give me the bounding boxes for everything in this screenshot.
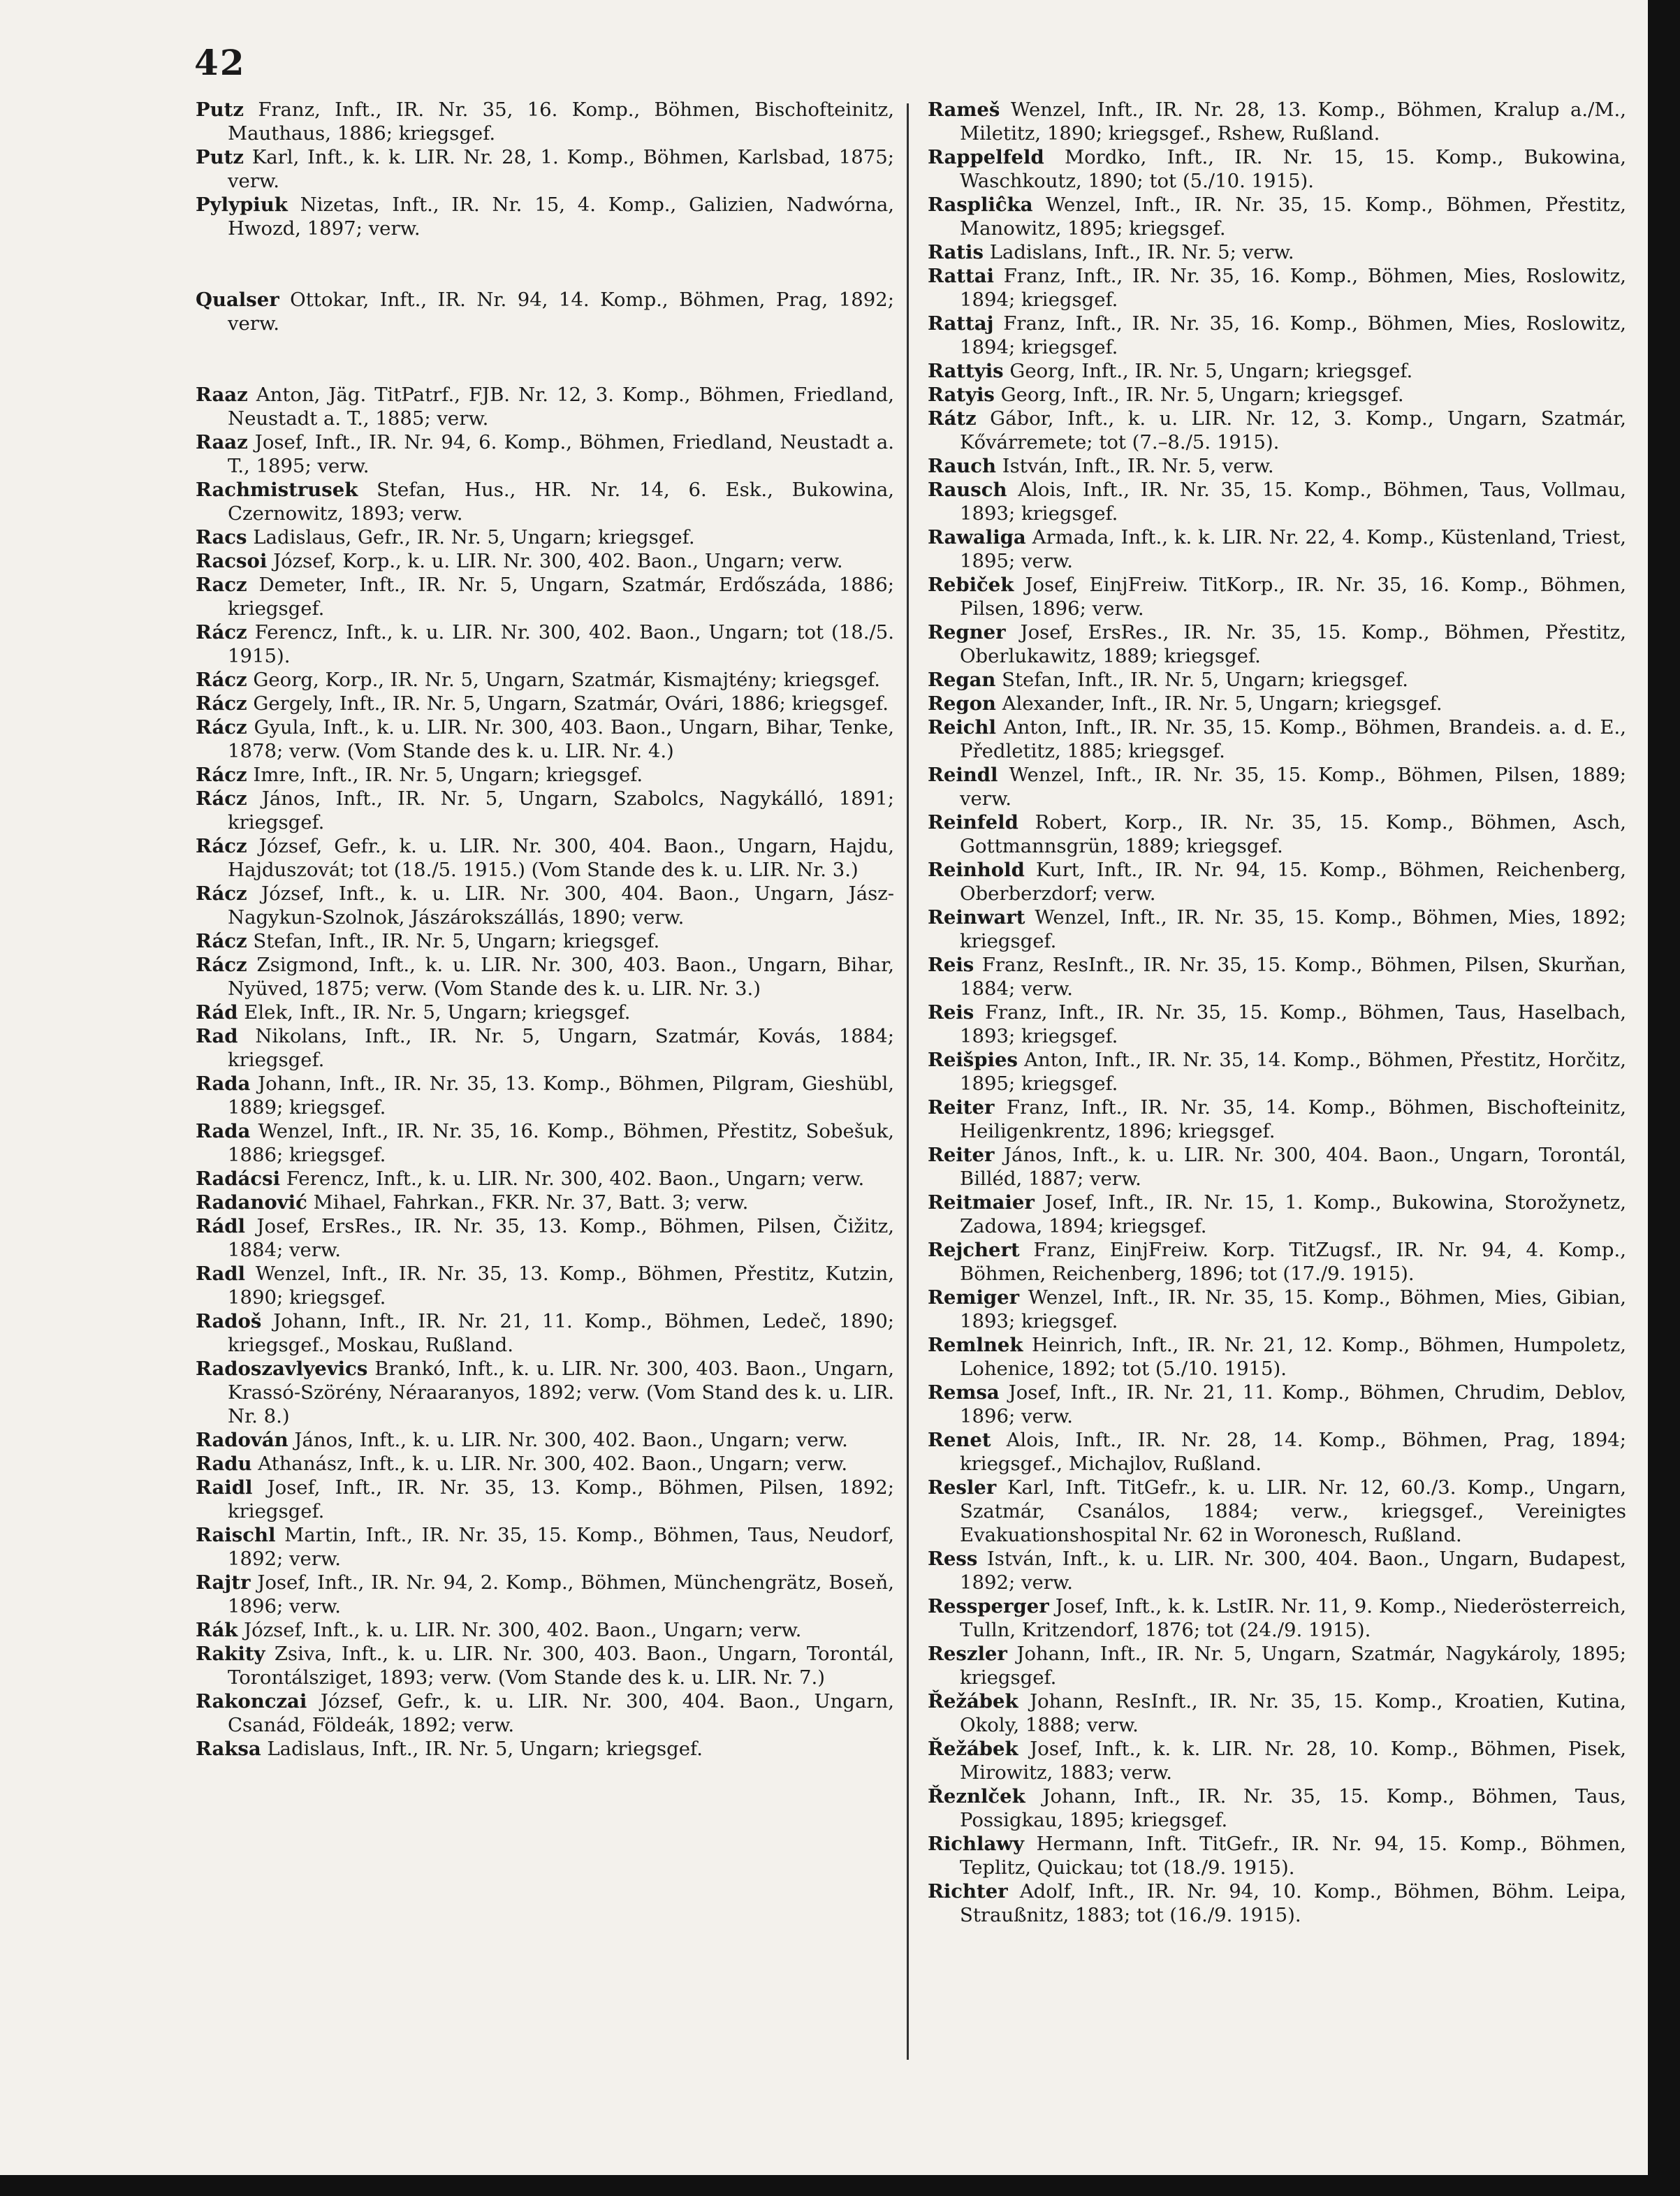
- list-item: [196, 763, 894, 787]
- entry-surname: Rád: [196, 1001, 238, 1024]
- list-item: [928, 858, 1626, 906]
- entry-surname: Rad: [196, 1025, 238, 1047]
- entry-details: Franz, Inft., IR. Nr. 35, 16. Komp., Böhmen, Mies, Roslowitz, 1894; kriegsgef.: [960, 312, 1626, 358]
- list-item: [928, 193, 1626, 240]
- list-item: [196, 383, 894, 430]
- list-item: [196, 1262, 894, 1309]
- entry-surname: Raidl: [196, 1476, 253, 1499]
- list-item: [928, 1642, 1626, 1689]
- entry-details: Brankó, Inft., k. u. LIR. Nr. 300, 403. Baon., Ungarn, Krassó-Szörény, Néraaranyos, 1892; verw. (Vom Stand des k. u. LIR. Nr. 8.): [228, 1358, 894, 1427]
- entry-details: Mordko, Inft., IR. Nr. 15, 15. Komp., Bukowina, Waschkoutz, 1890; tot (5./10. 1915).: [960, 146, 1626, 192]
- entry-details: Gyula, Inft., k. u. LIR. Nr. 300, 403. Baon., Ungarn, Bihar, Tenke, 1878; verw. (Vom Stande des k. u. LIR. Nr. 4.): [228, 716, 894, 762]
- entry-surname: Radl: [196, 1263, 245, 1285]
- entry-surname: Rák: [196, 1619, 238, 1641]
- entry-surname: Rácz: [196, 882, 247, 905]
- entry-details: Hermann, Inft. TitGefr., IR. Nr. 94, 15. Komp., Böhmen, Teplitz, Quickau; tot (18./9. 1915).: [960, 1833, 1626, 1879]
- entry-details: Gábor, Inft., k. u. LIR. Nr. 12, 3. Komp., Ungarn, Szatmár, Kővárremete; tot (7.–8./5. 1915).: [960, 407, 1626, 453]
- entry-surname: Reitmaier: [928, 1191, 1035, 1214]
- list-item: [928, 1381, 1626, 1428]
- list-item: [928, 573, 1626, 620]
- entry-details: Ladislans, Inft., IR. Nr. 5; verw.: [989, 241, 1294, 263]
- entry-surname: Pylypiuk: [196, 194, 288, 216]
- entry-details: Ottokar, Inft., IR. Nr. 94, 14. Komp., Böhmen, Prag, 1892; verw.: [228, 289, 894, 335]
- entry-surname: Radácsi: [196, 1168, 281, 1190]
- entry-details: Josef, Inft., IR. Nr. 94, 2. Komp., Böhmen, Münchengrätz, Boseň, 1896; verw.: [228, 1571, 895, 1617]
- entry-details: Josef, Inft., IR. Nr. 15, 1. Komp., Bukowina, Storožynetz, Zadowa, 1894; kriegsgef.: [960, 1191, 1626, 1237]
- list-item: [928, 1143, 1626, 1191]
- list-item: [196, 1642, 894, 1689]
- list-item: [928, 810, 1626, 858]
- list-item: [928, 1048, 1626, 1096]
- entry-surname: Řežábek: [928, 1690, 1018, 1713]
- list-item: [196, 953, 894, 1001]
- entry-details: Franz, Inft., IR. Nr. 35, 16. Komp., Böhmen, Mies, Roslowitz, 1894; kriegsgef.: [960, 265, 1626, 311]
- section-gap: [196, 335, 894, 383]
- entry-surname: Resler: [928, 1476, 997, 1499]
- entry-surname: Rada: [196, 1120, 251, 1142]
- entry-details: Nikolans, Inft., IR. Nr. 5, Ungarn, Szatmár, Kovás, 1884; kriegsgef.: [228, 1025, 894, 1071]
- entry-details: Johann, Inft., IR. Nr. 5, Ungarn, Szatmár, Nagykároly, 1895; kriegsgef.: [960, 1643, 1626, 1689]
- entry-surname: Raaz: [196, 431, 248, 453]
- list-item: [196, 692, 894, 715]
- entry-details: Wenzel, Inft., IR. Nr. 35, 13. Komp., Böhmen, Přestitz, Kutzin, 1890; kriegsgef.: [228, 1263, 894, 1309]
- entry-details: István, Inft., k. u. LIR. Nr. 300, 404. Baon., Ungarn, Budapest, 1892; verw.: [960, 1548, 1626, 1594]
- entry-surname: Rácz: [196, 954, 247, 976]
- entry-surname: Richlawy: [928, 1833, 1024, 1855]
- list-item: [928, 715, 1626, 763]
- list-item: [928, 312, 1626, 359]
- list-item: [928, 525, 1626, 573]
- entry-surname: Reszler: [928, 1643, 1007, 1665]
- entry-surname: Regan: [928, 669, 996, 691]
- list-item: [196, 1689, 894, 1737]
- entry-details: Alexander, Inft., IR. Nr. 5, Ungarn; kriegsgef.: [1002, 692, 1442, 715]
- entry-surname: Radován: [196, 1429, 288, 1451]
- list-item: [928, 359, 1626, 383]
- list-item: [928, 1476, 1626, 1547]
- list-item: [928, 1238, 1626, 1286]
- entry-details: Josef, EinjFreiw. TitKorp., IR. Nr. 35, 16. Komp., Böhmen, Pilsen, 1896; verw.: [960, 574, 1626, 620]
- entry-surname: Rattaj: [928, 312, 994, 335]
- entry-surname: Ress: [928, 1548, 978, 1570]
- list-item: [928, 1832, 1626, 1879]
- list-item: [196, 145, 894, 193]
- entry-details: Armada, Inft., k. k. LIR. Nr. 22, 4. Komp., Küstenland, Triest, 1895; verw.: [960, 526, 1626, 572]
- entry-surname: Racsoi: [196, 550, 268, 572]
- entry-details: Georg, Korp., IR. Nr. 5, Ungarn, Szatmár, Kismajtény; kriegsgef.: [253, 669, 881, 691]
- entry-surname: Rátz: [928, 407, 977, 430]
- list-item: [928, 478, 1626, 525]
- list-item: [928, 763, 1626, 810]
- entry-details: Josef, Inft., IR. Nr. 94, 6. Komp., Böhmen, Friedland, Neustadt a. T., 1895; verw.: [228, 431, 894, 477]
- entry-surname: Rácz: [196, 621, 247, 643]
- entry-details: János, Inft., k. u. LIR. Nr. 300, 402. Baon., Ungarn; verw.: [294, 1429, 848, 1451]
- entry-details: Zsigmond, Inft., k. u. LIR. Nr. 300, 403. Baon., Ungarn, Bihar, Nyüved, 1875; verw. (Vom Stande des k. u. LIR. Nr. 3.): [228, 954, 894, 1000]
- entry-details: Johann, Inft., IR. Nr. 21, 11. Komp., Böhmen, Ledeč, 1890; kriegsgef., Moskau, Rußland.: [228, 1310, 894, 1356]
- list-item: [928, 906, 1626, 953]
- list-item: [196, 525, 894, 549]
- entry-details: Robert, Korp., IR. Nr. 35, 15. Komp., Böhmen, Asch, Gottmannsgrün, 1889; kriegsgef.: [960, 811, 1626, 857]
- entry-surname: Rameš: [928, 99, 1000, 121]
- entry-surname: Rawaliga: [928, 526, 1026, 548]
- entry-details: Johann, Inft., IR. Nr. 35, 15. Komp., Böhmen, Taus, Possigkau, 1895; kriegsgef.: [960, 1785, 1627, 1831]
- entry-surname: Rauch: [928, 455, 997, 477]
- entry-surname: Rachmistrusek: [196, 479, 358, 501]
- list-item: [928, 1594, 1626, 1642]
- entry-details: Anton, Inft., IR. Nr. 35, 14. Komp., Böhmen, Přestitz, Horčitz, 1895; kriegsgef.: [960, 1049, 1626, 1095]
- list-item: [196, 1001, 894, 1024]
- entry-surname: Reichl: [928, 716, 996, 739]
- list-item: [928, 620, 1626, 668]
- list-item: [928, 1784, 1626, 1832]
- entry-surname: Rajtr: [196, 1571, 251, 1594]
- entry-details: Ladislaus, Gefr., IR. Nr. 5, Ungarn; kriegsgef.: [253, 526, 695, 548]
- entry-details: Wenzel, Inft., IR. Nr. 35, 16. Komp., Böhmen, Přestitz, Sobešuk, 1886; kriegsgef.: [228, 1120, 894, 1166]
- entry-details: István, Inft., IR. Nr. 5, verw.: [1002, 455, 1274, 477]
- list-item: [928, 692, 1626, 715]
- list-item: [196, 1119, 894, 1167]
- entry-details: Alois, Inft., IR. Nr. 28, 14. Komp., Böhmen, Prag, 1894; kriegsgef., Michajlov, Rußland.: [960, 1429, 1626, 1475]
- entry-surname: Radanović: [196, 1191, 307, 1214]
- list-item: [196, 1618, 894, 1642]
- list-item: [928, 407, 1626, 454]
- entry-surname: Racz: [196, 574, 247, 596]
- list-item: [928, 1547, 1626, 1594]
- list-item: [928, 1689, 1626, 1737]
- entry-details: József, Inft., k. u. LIR. Nr. 300, 402. Baon., Ungarn; verw.: [244, 1619, 802, 1641]
- entry-surname: Reiter: [928, 1096, 995, 1119]
- list-item: [928, 1286, 1626, 1333]
- entry-surname: Řeznlček: [928, 1785, 1025, 1808]
- entry-details: Franz, Inft., IR. Nr. 35, 16. Komp., Böhmen, Bischofteinitz, Mauthaus, 1886; kriegsgef.: [228, 99, 894, 145]
- entry-surname: Remiger: [928, 1286, 1020, 1309]
- entry-details: Josef, Inft., IR. Nr. 21, 11. Komp., Böhmen, Chrudim, Deblov, 1896; verw.: [960, 1381, 1627, 1427]
- list-item: [196, 288, 894, 335]
- entry-details: Anton, Jäg. TitPatrf., FJB. Nr. 12, 3. Komp., Böhmen, Friedland, Neustadt a. T., 1885; verw.: [228, 384, 894, 430]
- list-item: [196, 549, 894, 573]
- entry-surname: Rebiček: [928, 574, 1014, 596]
- list-item: [196, 1167, 894, 1191]
- entry-surname: Putz: [196, 146, 244, 168]
- entry-surname: Rádl: [196, 1215, 245, 1237]
- list-item: [196, 478, 894, 525]
- entry-surname: Remsa: [928, 1381, 1000, 1404]
- entry-details: Anton, Inft., IR. Nr. 35, 15. Komp., Böhmen, Brandeis. a. d. E., Předletitz, 1885; kriegsgef.: [960, 716, 1626, 762]
- entry-details: Nizetas, Inft., IR. Nr. 15, 4. Komp., Galizien, Nadwórna, Hwozd, 1897; verw.: [228, 194, 894, 240]
- entry-details: Josef, ErsRes., IR. Nr. 35, 13. Komp., Böhmen, Pilsen, Čižitz, 1884; verw.: [228, 1215, 894, 1261]
- entry-details: Franz, EinjFreiw. Korp. TitZugsf., IR. Nr. 94, 4. Komp., Böhmen, Reichenberg, 1896; tot (17./9. 1915).: [960, 1239, 1626, 1285]
- entry-details: Ladislaus, Inft., IR. Nr. 5, Ungarn; kriegsgef.: [267, 1738, 703, 1760]
- column-divider: [907, 103, 909, 2060]
- section-gap: [196, 240, 894, 288]
- entry-details: Franz, Inft., IR. Nr. 35, 15. Komp., Böhmen, Taus, Haselbach, 1893; kriegsgef.: [960, 1001, 1626, 1047]
- entry-surname: Remlnek: [928, 1334, 1023, 1356]
- entry-surname: Reindl: [928, 764, 998, 786]
- entry-details: József, Gefr., k. u. LIR. Nr. 300, 404. Baon., Ungarn, Csanád, Földeák, 1892; verw.: [228, 1690, 894, 1736]
- entry-surname: Racs: [196, 526, 247, 548]
- list-item: [928, 1096, 1626, 1143]
- entry-details: Adolf, Inft., IR. Nr. 94, 10. Komp., Böhmen, Böhm. Leipa, Straußnitz, 1883; tot (16./9. 1915).: [960, 1880, 1627, 1926]
- entry-surname: Reiter: [928, 1144, 995, 1166]
- entry-surname: Radoszavlyevics: [196, 1358, 368, 1380]
- entry-details: Josef, Inft., k. k. LIR. Nr. 28, 10. Komp., Böhmen, Pisek, Mirowitz, 1883; verw.: [960, 1738, 1626, 1784]
- list-item: [196, 1357, 894, 1428]
- entry-details: Kurt, Inft., IR. Nr. 94, 15. Komp., Böhmen, Reichenberg, Oberberzdorf; verw.: [960, 859, 1626, 905]
- entry-details: Alois, Inft., IR. Nr. 35, 15. Komp., Böhmen, Taus, Vollmau, 1893; kriegsgef.: [960, 479, 1626, 525]
- entry-surname: Regon: [928, 692, 996, 715]
- entry-details: Georg, Inft., IR. Nr. 5, Ungarn; kriegsgef.: [1009, 360, 1413, 382]
- entry-surname: Reinfeld: [928, 811, 1018, 834]
- entry-surname: Radoš: [196, 1310, 262, 1332]
- entry-details: Elek, Inft., IR. Nr. 5, Ungarn; kriegsgef.: [244, 1001, 631, 1024]
- entry-details: Josef, Inft., IR. Nr. 35, 13. Komp., Böhmen, Pilsen, 1892; kriegsgef.: [228, 1476, 894, 1522]
- entry-details: Josef, ErsRes., IR. Nr. 35, 15. Komp., Böhmen, Přestitz, Oberlukawitz, 1889; kriegsgef.: [960, 621, 1626, 667]
- list-item: [928, 1737, 1626, 1784]
- list-item: [196, 1452, 894, 1476]
- entry-surname: Ressperger: [928, 1595, 1049, 1617]
- entry-details: Demeter, Inft., IR. Nr. 5, Ungarn, Szatmár, Erdőszáda, 1886; kriegsgef.: [228, 574, 894, 620]
- entry-surname: Ratis: [928, 241, 984, 263]
- left-column: [196, 98, 894, 1761]
- list-item: [928, 264, 1626, 312]
- entry-details: Josef, Inft., k. k. LstIR. Nr. 11, 9. Komp., Niederösterreich, Tulln, Kritzendorf, 1876; tot (24./9. 1915).: [960, 1595, 1626, 1641]
- list-item: [928, 454, 1626, 478]
- list-item: [196, 1476, 894, 1523]
- list-item: [196, 834, 894, 882]
- entry-details: Mihael, Fahrkan., FKR. Nr. 37, Batt. 3; verw.: [313, 1191, 749, 1214]
- entry-surname: Rattyis: [928, 360, 1004, 382]
- list-item: [196, 787, 894, 834]
- entry-details: Johann, ResInft., IR. Nr. 35, 15. Komp., Kroatien, Kutina, Okoly, 1888; verw.: [960, 1690, 1626, 1736]
- entry-surname: Richter: [928, 1880, 1008, 1903]
- list-item: [196, 1571, 894, 1618]
- entry-surname: Raischl: [196, 1524, 276, 1546]
- list-item: [196, 715, 894, 763]
- entry-details: Martin, Inft., IR. Nr. 35, 15. Komp., Böhmen, Taus, Neudorf, 1892; verw.: [228, 1524, 894, 1570]
- entry-surname: Rácz: [196, 787, 247, 810]
- entry-details: Stefan, Inft., IR. Nr. 5, Ungarn; kriegsgef.: [1002, 669, 1408, 691]
- entry-surname: Reinhold: [928, 859, 1025, 881]
- list-item: [196, 430, 894, 478]
- list-item: [928, 668, 1626, 692]
- list-item: [196, 620, 894, 668]
- entry-surname: Rácz: [196, 692, 247, 715]
- list-item: [196, 1024, 894, 1072]
- list-item: [928, 953, 1626, 1001]
- list-item: [196, 929, 894, 953]
- list-item: [196, 193, 894, 240]
- entry-details: Zsiva, Inft., k. u. LIR. Nr. 300, 403. Baon., Ungarn, Torontál, Torontálsziget, 1893; verw. (Vom Stande des k. u. LIR. Nr. 7.): [228, 1643, 894, 1689]
- entry-details: Wenzel, Inft., IR. Nr. 35, 15. Komp., Böhmen, Přestitz, Manowitz, 1895; kriegsgef.: [960, 194, 1626, 240]
- entry-surname: Regner: [928, 621, 1006, 643]
- entry-surname: Řežábek: [928, 1738, 1018, 1760]
- entry-surname: Reinwart: [928, 906, 1025, 929]
- entry-surname: Rácz: [196, 835, 247, 857]
- entry-details: József, Inft., k. u. LIR. Nr. 300, 404. Baon., Ungarn, Jász-Nagykun-Szolnok, Jászárokszállás, 1890; verw.: [228, 882, 894, 929]
- list-item: [928, 1001, 1626, 1048]
- entry-surname: Rakity: [196, 1643, 265, 1665]
- list-item: [196, 1214, 894, 1262]
- list-item: [928, 98, 1626, 145]
- list-item: [928, 383, 1626, 407]
- entry-surname: Raspliĉka: [928, 194, 1033, 216]
- entry-surname: Rácz: [196, 930, 247, 952]
- entry-details: József, Gefr., k. u. LIR. Nr. 300, 404. Baon., Ungarn, Hajdu, Hajduszovát; tot (18./5. 1915.) (Vom Stande des k. u. LIR. Nr. 3.): [228, 835, 894, 881]
- entry-details: József, Korp., k. u. LIR. Nr. 300, 402. Baon., Ungarn; verw.: [273, 550, 843, 572]
- entry-surname: Raksa: [196, 1738, 261, 1760]
- list-item: [196, 1523, 894, 1571]
- entry-surname: Rausch: [928, 479, 1007, 501]
- entry-surname: Rada: [196, 1072, 251, 1095]
- entry-surname: Reišpies: [928, 1049, 1018, 1071]
- entry-details: Karl, Inft. TitGefr., k. u. LIR. Nr. 12, 60./3. Komp., Ungarn, Szatmár, Csanálos, 1884; verw., kriegsgef., Vereinigtes Evakuationshospital Nr. 62 in Woronesch, Rußland.: [960, 1476, 1626, 1546]
- list-item: [196, 1309, 894, 1357]
- entry-surname: Qualser: [196, 289, 279, 311]
- entry-details: Johann, Inft., IR. Nr. 35, 13. Komp., Böhmen, Pilgram, Gieshübl, 1889; kriegsgef.: [228, 1072, 895, 1119]
- list-item: [928, 240, 1626, 264]
- entry-surname: Rappelfeld: [928, 146, 1044, 168]
- entry-details: Ferencz, Inft., k. u. LIR. Nr. 300, 402. Baon., Ungarn; tot (18./5. 1915).: [228, 621, 894, 667]
- entry-surname: Rácz: [196, 764, 247, 786]
- entry-details: Imre, Inft., IR. Nr. 5, Ungarn; kriegsgef.: [253, 764, 643, 786]
- list-item: [928, 1428, 1626, 1476]
- list-item: [928, 1191, 1626, 1238]
- entry-surname: Radu: [196, 1453, 252, 1475]
- right-column: [928, 98, 1626, 1927]
- entry-surname: Rácz: [196, 669, 247, 691]
- entry-details: János, Inft., k. u. LIR. Nr. 300, 404. Baon., Ungarn, Torontál, Billéd, 1887; verw.: [960, 1144, 1626, 1190]
- entry-details: Heinrich, Inft., IR. Nr. 21, 12. Komp., Böhmen, Humpoletz, Lohenice, 1892; tot (5./10. 1915).: [960, 1334, 1626, 1380]
- entry-surname: Reis: [928, 954, 974, 976]
- entry-surname: Putz: [196, 99, 244, 121]
- entry-details: Karl, Inft., k. k. LIR. Nr. 28, 1. Komp., Böhmen, Karlsbad, 1875; verw.: [228, 146, 894, 192]
- entry-surname: Rakonczai: [196, 1690, 307, 1713]
- entry-details: Wenzel, Inft., IR. Nr. 35, 15. Komp., Böhmen, Mies, Gibian, 1893; kriegsgef.: [960, 1286, 1626, 1332]
- list-item: [196, 1072, 894, 1119]
- entry-surname: Rejchert: [928, 1239, 1020, 1261]
- list-item: [928, 1333, 1626, 1381]
- page-number: 42: [194, 42, 246, 83]
- list-item: [196, 98, 894, 145]
- list-item: [196, 1428, 894, 1452]
- entry-surname: Rácz: [196, 716, 247, 739]
- entry-surname: Reis: [928, 1001, 974, 1024]
- entry-details: Stefan, Hus., HR. Nr. 14, 6. Esk., Bukowina, Czernowitz, 1893; verw.: [228, 479, 894, 525]
- list-item: [196, 1191, 894, 1214]
- entry-details: Stefan, Inft., IR. Nr. 5, Ungarn; kriegsgef.: [253, 930, 660, 952]
- entry-details: Athanász, Inft., k. u. LIR. Nr. 300, 402. Baon., Ungarn; verw.: [258, 1453, 848, 1475]
- list-item: [196, 573, 894, 620]
- list-item: [196, 1737, 894, 1761]
- entry-details: Franz, ResInft., IR. Nr. 35, 15. Komp., Böhmen, Pilsen, Skurňan, 1884; verw.: [960, 954, 1627, 1000]
- entry-surname: Ratyis: [928, 384, 995, 406]
- entry-surname: Rattai: [928, 265, 994, 287]
- entry-details: Franz, Inft., IR. Nr. 35, 14. Komp., Böhmen, Bischofteinitz, Heiligenkrentz, 1896; kriegsgef.: [960, 1096, 1626, 1142]
- entry-details: Wenzel, Inft., IR. Nr. 35, 15. Komp., Böhmen, Pilsen, 1889; verw.: [960, 764, 1626, 810]
- list-item: [196, 882, 894, 929]
- entry-surname: Renet: [928, 1429, 991, 1451]
- entry-surname: Raaz: [196, 384, 248, 406]
- entry-details: Ferencz, Inft., k. u. LIR. Nr. 300, 402. Baon., Ungarn; verw.: [286, 1168, 865, 1190]
- entry-details: János, Inft., IR. Nr. 5, Ungarn, Szabolcs, Nagykálló, 1891; kriegsgef.: [228, 787, 894, 834]
- list-item: [928, 1879, 1626, 1927]
- entry-details: Wenzel, Inft., IR. Nr. 28, 13. Komp., Böhmen, Kralup a./M., Miletitz, 1890; kriegsgef., Rshew, Rußland.: [960, 99, 1626, 145]
- list-item: [196, 668, 894, 692]
- entry-details: Gergely, Inft., IR. Nr. 5, Ungarn, Szatmár, Ovári, 1886; kriegsgef.: [253, 692, 889, 715]
- entry-details: Georg, Inft., IR. Nr. 5, Ungarn; kriegsgef.: [1000, 384, 1404, 406]
- list-item: [928, 145, 1626, 193]
- entry-details: Wenzel, Inft., IR. Nr. 35, 15. Komp., Böhmen, Mies, 1892; kriegsgef.: [960, 906, 1626, 952]
